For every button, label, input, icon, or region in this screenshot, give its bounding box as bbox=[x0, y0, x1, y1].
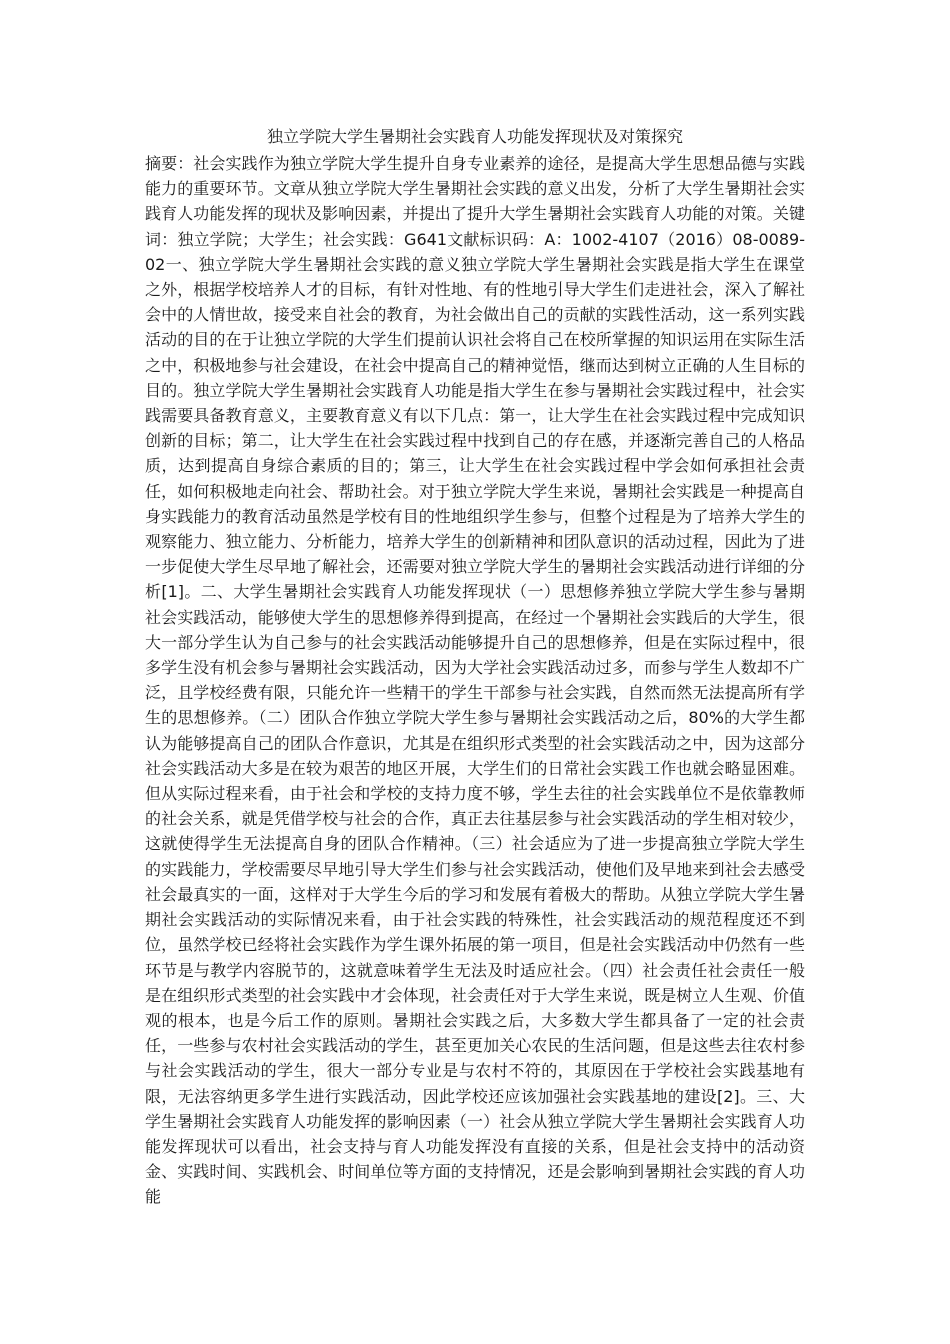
document-body: 摘要：社会实践作为独立学院大学生提升自身专业素养的途径，是提高大学生思想品德与实践能力的重要环节。文章从独立学院大学生暑期社会实践的意义出发，分析了大学生暑期社会实践育人功能发挥的现状及影响因素，并提出了提升大学生暑期社会实践育人功能的对策。关键词：独立学院；大学生；社会实践：G641文献标识码：A：1002-4107（2016）08-0089-02一、独立学院大学生暑期社会实践的意义独立学院大学生暑期社会实践是指大学生在课堂之外，根据学校培养人才的目标，有针对性地、有的性地引导大学生们走进社会，深入了解社会中的人情世故，接受来自社会的教育，为社会做出自己的贡献的实践性活动，这一系列实践活动的目的在于让独立学院的大学生们提前认识社会将自己在校所掌握的知识运用在实际生活之中，积极地参与社会建设，在社会中提高自己的精神觉悟，继而达到树立正确的人生目标的目的。独立学院大学生暑期社会实践育人功能是指大学生在参与暑期社会实践过程中，社会实践需要具备教育意义，主要教育意义有以下几点：第一，让大学生在社会实践过程中完成知识创新的目标；第二，让大学生在社会实践过程中找到自己的存在感，并逐渐完善自己的人格品质，达到提高自身综合素质的目的；第三，让大学生在社会实践过程中学会如何承担社会责任，如何积极地走向社会、帮助社会。对于独立学院大学生来说，暑期社会实践是一种提高自身实践能力的教育活动虽然是学校有目的性地组织学生参与，但整个过程是为了培养大学生的观察能力、独立能力、分析能力，培养大学生的创新精神和团队意识的活动过程，因此为了进一步促使大学生尽早地了解社会，还需要对独立学院大学生的暑期社会实践活动进行详细的分析[1]。二、大学生暑期社会实践育人功能发挥现状（一）思想修养独立学院大学生参与暑期社会实践活动，能够使大学生的思想修养得到提高，在经过一个暑期社会实践后的大学生，很大一部分学生认为自己参与的社会实践活动能够提升自己的思想修养，但是在实际过程中，很多学生没有机会参与暑期社会实践活动，因为大学社会实践活动过多，而参与学生人数却不广泛，且学校经费有限，只能允许一些精干的学生干部参与社会实践，自然而然无法提高所有学生的思想修养。（二）团队合作独立学院大学生参与暑期社会实践活动之后，80%的大学生都认为能够提高自己的团队合作意识，尤其是在组织形式类型的社会实践活动之中，因为这部分社会实践活动大多是在较为艰苦的地区开展，大学生们的日常社会实践工作也就会略显困难。但从实际过程来看，由于社会和学校的支持力度不够，学生去往的社会实践单位不是依靠教师的社会关系，就是凭借学校与社会的合作，真正去往基层参与社会实践活动的学生相对较少，这就使得学生无法提高自身的团队合作精神。（三）社会适应为了进一步提高独立学院大学生的实践能力，学校需要尽早地引导大学生们参与社会实践活动，使他们及早地来到社会去感受社会最真实的一面，这样对于大学生今后的学习和发展有着极大的帮助。从独立学院大学生暑期社会实践活动的实际情况来看，由于社会实践的特殊性，社会实践活动的规范程度还不到位，虽然学校已经将社会实践作为学生课外拓展的第一项目，但是社会实践活动中仍然有一些环节是与教学内容脱节的，这就意味着学生无法及时适应社会。（四）社会责任社会责任一般是在组织形式类型的社会实践中才会体现，社会责任对于大学生来说，既是树立人生观、价值观的根本，也是今后工作的原则。暑期社会实践之后，大多数大学生都具备了一定的社会责任，一些参与农村社会实践活动的学生，甚至更加关心农民的生活问题，但是这些去往农村参与社会实践活动的学生，很大一部分专业是与农村不符的，其原因在于学校社会实践基地有限，无法容纳更多学生进行实践活动，因此学校还应该加强社会实践基地的建设[2]。三、大学生暑期社会实践育人功能发挥的影响因素（一）社会从独立学院大学生暑期社会实践育人功能发挥现状可以看出，社会支持与育人功能发挥没有直接的关系，但是社会支持中的活动资金、实践时间、实践机会、时间单位等方面的支持情况，还是会影响到暑期社会实践的育人功能 bbox=[145, 154, 805, 1207]
document-title: 独立学院大学生暑期社会实践育人功能发挥现状及对策探究 bbox=[266, 127, 683, 146]
